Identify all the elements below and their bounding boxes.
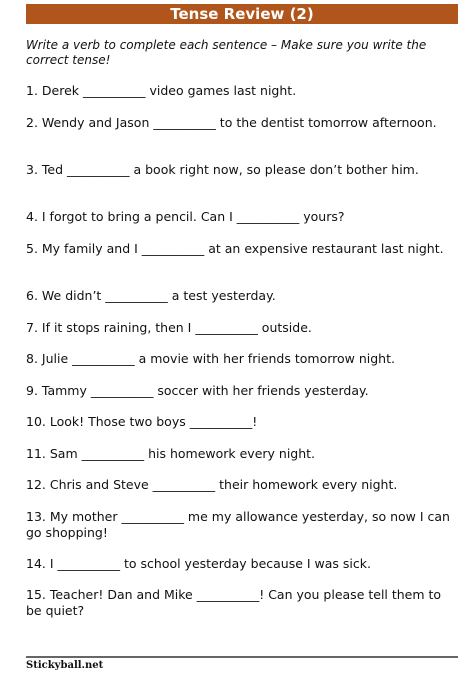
footer-source: Stickyball.net xyxy=(26,660,104,671)
question-11: 11. Sam __________ his homework every night. xyxy=(26,446,316,461)
question-14: 14. I __________ to school yesterday because I was sick. xyxy=(26,556,371,571)
question-15: 15. Teacher! Dan and Mike __________! Can you please tell them to be quiet? xyxy=(26,587,442,618)
question-2: 2. Wendy and Jason __________ to the dentist tomorrow afternoon. xyxy=(26,115,437,130)
question-8: 8. Julie __________ a movie with her friends tomorrow night. xyxy=(26,351,395,366)
worksheet-title: Tense Review (2) xyxy=(26,4,458,24)
question-5: 5. My family and I __________ at an expensive restaurant last night. xyxy=(26,241,444,256)
question-1: 1. Derek __________ video games last night. xyxy=(26,83,297,98)
question-7: 7. If it stops raining, then I __________ outside. xyxy=(26,320,312,335)
instructions: Write a verb to complete each sentence – Make sure you write the correct tense! xyxy=(26,38,427,67)
question-6: 6. We didn’t __________ a test yesterday. xyxy=(26,288,276,303)
question-12: 12. Chris and Steve __________ their homework every night. xyxy=(26,477,398,492)
question-9: 9. Tammy __________ soccer with her friends yesterday. xyxy=(26,383,369,398)
question-13: 13. My mother __________ me my allowance yesterday, so now I can go shopping! xyxy=(26,509,450,540)
footer-divider xyxy=(26,656,458,658)
question-10: 10. Look! Those two boys __________! xyxy=(26,414,258,429)
question-3: 3. Ted __________ a book right now, so please don’t bother him. xyxy=(26,162,419,177)
question-4: 4. I forgot to bring a pencil. Can I __________ yours? xyxy=(26,209,345,224)
